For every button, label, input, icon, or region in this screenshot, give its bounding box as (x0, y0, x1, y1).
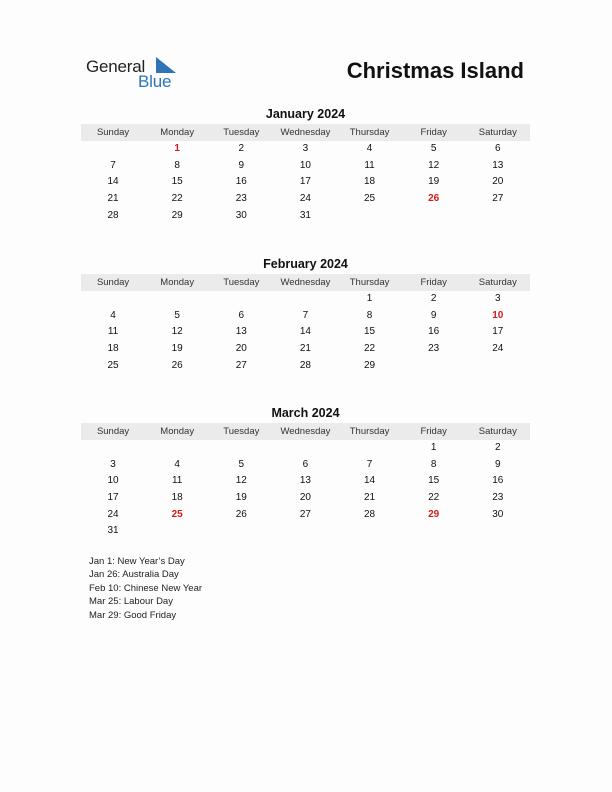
empty-day-cell (273, 523, 337, 540)
day-cell: 13 (492, 159, 504, 171)
day-cell: 12 (171, 326, 183, 338)
day-cell: 13 (235, 326, 247, 338)
day-cell: 24 (299, 193, 311, 205)
day-cell: 21 (107, 193, 119, 205)
day-cell: 28 (364, 508, 376, 520)
day-cell: 11 (171, 475, 183, 487)
empty-day-cell (209, 440, 273, 457)
logo-triangle-icon (156, 57, 176, 73)
day-cell: 10 (107, 475, 119, 487)
weekday-label: Sunday (96, 127, 130, 138)
day-cell: 27 (235, 359, 247, 371)
day-cell: 3 (302, 143, 309, 154)
day-cell: 12 (235, 475, 247, 487)
day-cell: 29 (364, 359, 376, 371)
week-row (81, 457, 530, 474)
day-cell: 8 (430, 458, 437, 470)
day-cell: 5 (238, 458, 245, 470)
day-cell: 5 (430, 143, 437, 154)
empty-day-cell (81, 291, 145, 308)
week-row (81, 324, 530, 341)
week-row (81, 208, 530, 225)
empty-day-cell (81, 440, 145, 457)
day-cell: 25 (107, 359, 119, 371)
empty-day-cell (338, 208, 402, 225)
day-cell: 23 (492, 492, 504, 504)
empty-day-cell (402, 208, 466, 225)
week-row (81, 174, 530, 191)
empty-day-cell (402, 523, 466, 540)
day-cell: 3 (110, 458, 116, 470)
week-row (81, 523, 530, 540)
day-cell: 3 (495, 293, 501, 304)
week-row (81, 507, 530, 524)
holiday-day-cell: 1 (174, 143, 180, 154)
day-cell: 15 (171, 176, 183, 188)
day-cell: 29 (171, 209, 183, 221)
weekday-label: Wednesday (280, 277, 331, 288)
week-row (81, 141, 530, 158)
day-cell: 8 (366, 309, 373, 321)
month-calendar (81, 256, 530, 374)
weekday-label: Saturday (478, 127, 517, 138)
empty-day-cell (209, 291, 273, 308)
day-cell: 26 (235, 508, 247, 520)
day-cell: 24 (492, 343, 504, 355)
empty-day-cell (466, 208, 530, 225)
day-cell: 9 (495, 458, 501, 470)
empty-day-cell (273, 291, 337, 308)
day-cell: 11 (364, 159, 375, 171)
day-cell: 23 (428, 343, 440, 355)
empty-day-cell (81, 141, 145, 158)
day-cell: 15 (428, 475, 440, 487)
day-cell: 9 (430, 309, 437, 321)
weekday-label: Friday (420, 426, 447, 437)
day-cell: 27 (299, 508, 311, 520)
day-cell: 18 (107, 343, 119, 355)
day-cell: 18 (171, 492, 183, 504)
day-cell: 7 (366, 458, 373, 470)
holiday-day-cell: 10 (492, 309, 504, 321)
day-cell: 27 (492, 193, 504, 205)
day-cell: 9 (238, 159, 245, 171)
day-cell: 20 (299, 492, 311, 504)
holiday-day-cell: 29 (428, 508, 440, 520)
weekday-header-row (81, 423, 530, 440)
weekday-label: Monday (160, 277, 195, 288)
weekday-label: Sunday (96, 426, 130, 437)
week-row (81, 473, 530, 490)
day-cell: 31 (299, 209, 311, 221)
day-cell: 2 (430, 293, 437, 304)
week-row (81, 158, 530, 175)
day-cell: 21 (364, 492, 376, 504)
day-cell: 4 (366, 143, 373, 154)
day-cell: 12 (428, 159, 440, 171)
empty-day-cell (338, 523, 402, 540)
holiday-note: Jan 1: New Year’s Day (89, 556, 185, 567)
day-cell: 15 (364, 326, 376, 338)
holiday-day-cell: 25 (171, 508, 183, 520)
day-cell: 1 (430, 442, 437, 453)
holiday-notes (89, 555, 202, 622)
day-cell: 31 (107, 525, 119, 537)
day-cell: 30 (235, 209, 247, 221)
holiday-note: Feb 10: Chinese New Year (89, 582, 203, 594)
day-cell: 24 (107, 508, 119, 520)
page-title: Christmas Island (346, 58, 524, 83)
week-row (81, 490, 530, 507)
day-cell: 13 (299, 475, 311, 487)
holiday-note: Mar 25: Labour Day (89, 596, 173, 608)
day-cell: 16 (235, 176, 247, 188)
day-cell: 2 (238, 143, 245, 154)
holiday-day-cell: 26 (428, 193, 440, 205)
day-cell: 6 (495, 143, 501, 154)
logo-text-general: General (86, 57, 146, 76)
day-cell: 22 (364, 343, 376, 355)
day-cell: 11 (107, 326, 119, 338)
day-cell: 14 (299, 326, 311, 338)
logo-text-blue: Blue (138, 72, 172, 91)
day-cell: 26 (171, 359, 183, 371)
day-cell: 2 (495, 442, 501, 453)
weekday-header-row (81, 274, 530, 291)
weekday-label: Saturday (478, 277, 517, 288)
week-row (81, 308, 530, 325)
empty-day-cell (273, 440, 337, 457)
weekday-label: Tuesday (223, 277, 260, 288)
day-cell: 7 (110, 159, 116, 171)
weekday-label: Tuesday (223, 426, 260, 437)
month-calendar (81, 106, 530, 224)
weekday-label: Thursday (349, 127, 390, 138)
week-row (81, 440, 530, 457)
weekday-label: Thursday (349, 277, 390, 288)
day-cell: 20 (492, 176, 504, 188)
month-title: February 2024 (263, 257, 348, 271)
day-cell: 19 (428, 176, 440, 188)
day-cell: 19 (235, 492, 247, 504)
weekday-label: Monday (160, 127, 195, 138)
empty-day-cell (466, 523, 530, 540)
empty-day-cell (209, 523, 273, 540)
weekday-label: Friday (420, 277, 447, 288)
weekday-label: Thursday (349, 426, 390, 437)
empty-day-cell (145, 523, 209, 540)
week-row (81, 191, 530, 208)
day-cell: 21 (299, 343, 311, 355)
weekday-label: Tuesday (223, 127, 260, 138)
weekday-label: Wednesday (280, 127, 331, 138)
empty-day-cell (145, 440, 209, 457)
day-cell: 17 (492, 326, 504, 338)
day-cell: 16 (492, 475, 504, 487)
weekday-label: Friday (420, 127, 447, 138)
day-cell: 6 (302, 458, 309, 470)
day-cell: 14 (364, 475, 376, 487)
day-cell: 4 (174, 458, 180, 470)
weekday-label: Wednesday (280, 426, 331, 437)
weekday-label: Sunday (96, 277, 130, 288)
day-cell: 16 (428, 326, 440, 338)
holiday-note: Mar 29: Good Friday (89, 609, 177, 621)
day-cell: 4 (110, 309, 116, 321)
day-cell: 6 (238, 309, 245, 321)
weekday-header-row (81, 124, 530, 141)
day-cell: 22 (171, 193, 183, 205)
day-cell: 30 (492, 508, 504, 520)
day-cell: 5 (174, 309, 180, 321)
day-cell: 17 (299, 176, 311, 188)
month-title: March 2024 (271, 406, 340, 420)
day-cell: 10 (299, 159, 311, 171)
day-cell: 28 (107, 209, 119, 221)
empty-day-cell (338, 440, 402, 457)
day-cell: 23 (235, 193, 247, 205)
month-calendar (81, 405, 530, 540)
day-cell: 1 (366, 293, 373, 304)
day-cell: 25 (364, 193, 376, 205)
month-title: January 2024 (265, 107, 346, 121)
empty-day-cell (466, 358, 530, 375)
empty-day-cell (145, 291, 209, 308)
day-cell: 8 (174, 159, 180, 171)
day-cell: 22 (428, 492, 440, 504)
day-cell: 20 (235, 343, 247, 355)
day-cell: 14 (107, 176, 119, 188)
generalblue-logo (86, 55, 186, 95)
day-cell: 18 (364, 176, 376, 188)
empty-day-cell (402, 358, 466, 375)
day-cell: 28 (299, 359, 311, 371)
day-cell: 19 (171, 343, 183, 355)
week-row (81, 358, 530, 375)
holiday-note: Jan 26: Australia Day (89, 569, 179, 581)
week-row (81, 341, 530, 358)
day-cell: 7 (302, 309, 309, 321)
week-row (81, 291, 530, 308)
weekday-label: Monday (160, 426, 195, 437)
weekday-label: Saturday (478, 426, 517, 437)
day-cell: 17 (107, 492, 119, 504)
